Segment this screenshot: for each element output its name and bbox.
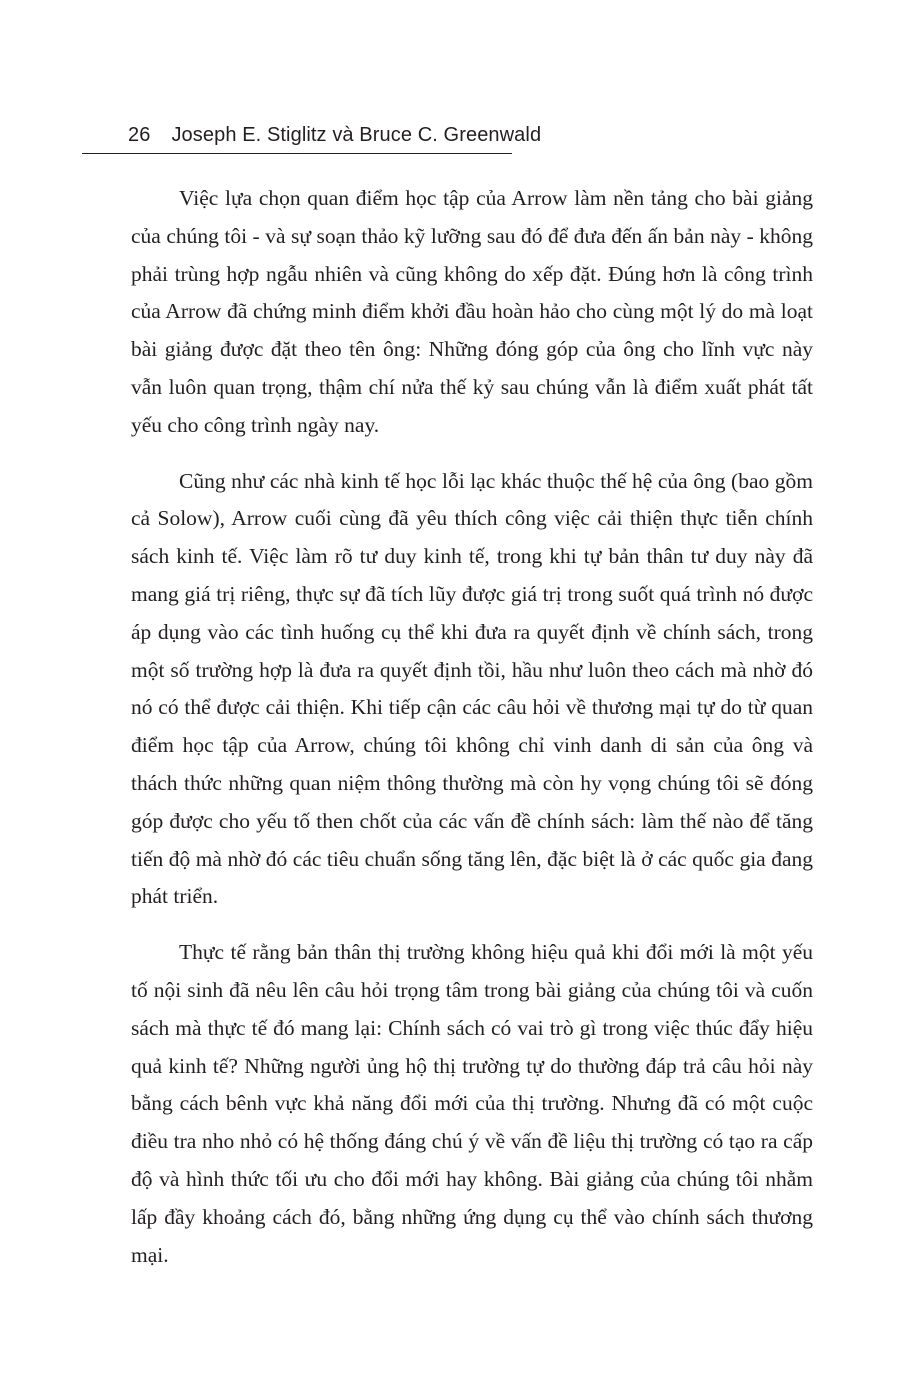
- running-header: [128, 118, 542, 152]
- paragraph-2: Cũng như các nhà kinh tế học lỗi lạc khác thuộc thế hệ của ông (bao gồm cả Solow), Arrow cuối cùng đã yêu thích công việc cải thiện thực tiễn chính sách kinh tế. Việc làm rõ tư duy kinh tế, trong khi tự bản thân tư duy này đã mang giá trị riêng, thực sự đã tích lũy được giá trị trong suốt quá trình nó được áp dụng vào các tình huống cụ thể khi đưa ra quyết định về chính sách, trong một số trường hợp là đưa ra quyết định tồi, hầu như luôn theo cách mà nhờ đó nó có thể được cải thiện. Khi tiếp cận các câu hỏi về thương mại tự do từ quan điểm học tập của Arrow, chúng tôi không chỉ vinh danh di sản của ông và thách thức những quan niệm thông thường mà còn hy vọng chúng tôi sẽ đóng góp được cho yếu tố then chốt của các vấn đề chính sách: làm thế nào để tăng tiến độ mà nhờ đó các tiêu chuẩn sống tăng lên, đặc biệt là ở các quốc gia đang phát triển.: [131, 468, 813, 909]
- paragraph-3: Thực tế rằng bản thân thị trường không hiệu quả khi đổi mới là một yếu tố nội sinh đã nêu lên câu hỏi trọng tâm trong bài giảng của chúng tôi và cuốn sách mà thực tế đó mang lại: Chính sách có vai trò gì trong việc thúc đẩy hiệu quả kinh tế? Những người ủng hộ thị trường tự do thường đáp trả câu hỏi này bằng cách bênh vực khả năng đổi mới của thị trường. Nhưng đã có một cuộc điều tra nho nhỏ có hệ thống đáng chú ý về vấn đề liệu thị trường có tạo ra cấp độ và hình thức tối ưu cho đổi mới hay không. Bài giảng của chúng tôi nhằm lấp đầy khoảng cách đó, bằng những ứng dụng cụ thể vào chính sách thương mại.: [131, 940, 813, 1267]
- page-number: 26: [128, 124, 151, 146]
- body-text: [131, 180, 813, 1292]
- header-rule: [82, 153, 512, 154]
- paragraph-1: Việc lựa chọn quan điểm học tập của Arrow làm nền tảng cho bài giảng của chúng tôi - và sự soạn thảo kỹ lưỡng sau đó để đưa đến ấn bản này - không phải trùng hợp ngẫu nhiên và cũng không do xếp đặt. Đúng hơn là công trình của Arrow đã chứng minh điểm khởi đầu hoàn hảo cho cùng một lý do mà loạt bài giảng được đặt theo tên ông: Những đóng góp của ông cho lĩnh vực này vẫn luôn quan trọng, thậm chí nửa thế kỷ sau chúng vẫn là điểm xuất phát tất yếu cho công trình ngày nay.: [131, 186, 813, 437]
- running-header-title: Joseph E. Stiglitz và Bruce C. Greenwald: [171, 124, 542, 146]
